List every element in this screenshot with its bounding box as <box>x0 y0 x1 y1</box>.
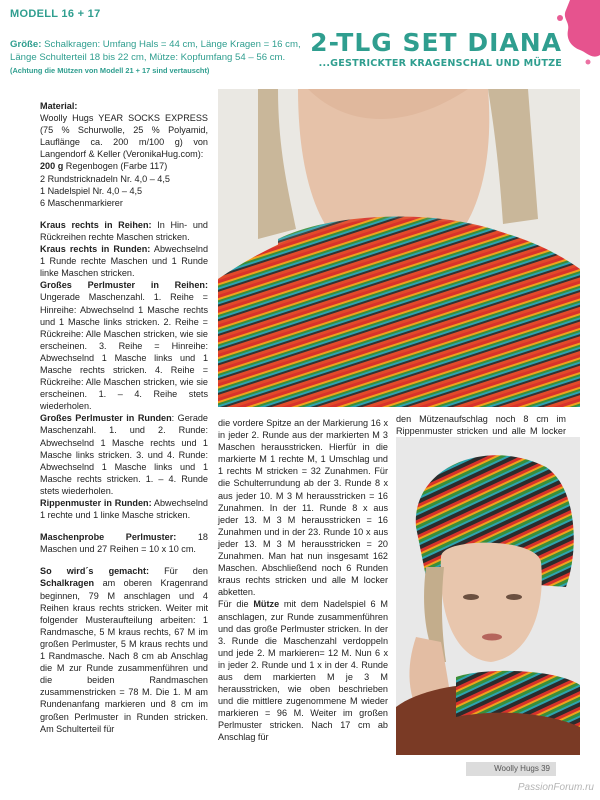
gemacht-text-1: Für den <box>149 566 208 577</box>
perl-runden-text: : Gerade Maschenzahl. 1. und 2. Runde: Abwechselnd 1 Masche rechts und 1 Masche links stricken. 3. und 4. Runde: Abwechselnd 1 Masche links und 1 Masche rechts stricken. 1. – 4. Runde stets wiederholen. <box>40 413 208 496</box>
column-2-text-1: die vordere Spitze an der Markierung 16 x in jeder 2. Runde aus der markierten M 3 Maschen herausstricken. Hierfür in die markierte M 1 rechte M, 1 Umschlag und 1 rechts M stricken = 32 Zunahmen. Für die Schulterrundung ab der 3. Runde 8 x aus jeder 10. M 3 M herausstricken = 16 Zunahmen. In der 11. Runde 8 x aus jeder 13. M 3 M herausstricken = 16 Zunahmen und in der 23. Runde 10 x aus jeder 13. M 3 M herausstricken = 20 Zunahmen. Man hat nun insgesamt 162 Maschen. Abschließend noch 6 Runden kraus rechts stricken und alle M locker abketten. <box>218 418 388 598</box>
needles-2: 1 Nadelspiel Nr. 4,0 – 4,5 <box>40 185 143 196</box>
page-title: 2-TLG SET DIANA <box>310 28 562 57</box>
page-subtitle: ...GESTRICKTER KRAGENSCHAL UND MÜTZE <box>318 58 562 69</box>
material-heading: Material: <box>40 101 78 111</box>
sizes-label: Größe: <box>10 39 42 50</box>
sizes-text: Schalkragen: Umfang Hals = 44 cm, Länge Kragen = 16 cm, Länge Schulterteil 18 bis 22 cm, Mütze: Kopfumfang 54 – 56 cm. <box>10 39 301 63</box>
hat-photo <box>396 437 580 755</box>
material-text: Woolly Hugs YEAR SOCKS EXPRESS (75 % Schurwolle, 25 % Polyamid, Lauflänge ca. 200 m/100 g) von Langendorf & Keller (VeronikaHug.com): <box>40 113 208 160</box>
footer-brand: Woolly Hugs <box>494 764 539 773</box>
rippen-label: Rippenmuster in Runden: <box>40 498 152 508</box>
kraus-reihen-label: Kraus rechts in Reihen: <box>40 219 152 230</box>
yarn-amount: 200 g <box>40 161 64 172</box>
page-footer <box>466 762 556 776</box>
perl-reihen-text: Ungerade Maschenzahl. 1. Reihe = Hinreihe: Abwechselnd 1 Masche rechts und 1 Masche links stricken. 2. Reihe = Rückreihe: Alle Maschen stricken, wie sie erscheinen. 3. Reihe = Hinreihe: Abwechselnd 1 Masche links und 1 Masche rechts stricken. 4. Reihe = Rückreihe: Alle Maschen stricken, wie sie erscheinen. 1. – 4. Reihe stets wiederholen. <box>40 292 208 412</box>
probe-label: Maschenprobe Perlmuster: <box>40 532 177 543</box>
instructions-column-1 <box>40 100 208 735</box>
kraus-runden-text: Abwechselnd 1 Runde rechte Maschen und 1 Runde linke Maschen stricken. <box>40 244 208 279</box>
kraus-runden-label: Kraus rechts in Runden: <box>40 244 151 255</box>
perl-reihen-label: Großes Perlmuster in Reihen: <box>40 280 208 291</box>
column-2-text-2b: mit dem Nadelspiel 6 M anschlagen, zur Runde zusammenführen und das große Perlmuster stricken. In der 3. Runde die Maschenzahl verdoppeln und jede 2. M markieren= 12 M. Nun 6 x in jeder 2. Runde und 1 x in der 4. Runde aus dem markierten M je 3 M herausstricken, wie oben beschrieben und die mittlere zugenommene M wieder markieren = 96 M. Weiter im großen Perlmuster stricken. Nach 17 cm ab Anschlag für <box>218 599 388 743</box>
column-3-text: den Mützenaufschlag noch 8 cm im Rippenmuster stricken und alle M locker <box>396 414 566 437</box>
schal-label: Schalkragen <box>40 578 95 589</box>
kraus-reihen-text: In Hin- und Rückreihen rechte Maschen stricken. <box>40 219 208 242</box>
probe-text: 18 Maschen und 27 Reihen = 10 x 10 cm. <box>40 532 208 555</box>
needles-1: 2 Rundstricknadeln Nr. 4,0 – 4,5 <box>40 173 170 184</box>
sizes-note: (Achtung die Mützen von Modell 21 + 17 sind vertauscht) <box>10 66 210 75</box>
muetze-label: Mütze <box>253 599 280 610</box>
gemacht-label: So wird´s gemacht: <box>40 566 149 577</box>
markers: 6 Maschenmarkierer <box>40 197 123 208</box>
yarn-color: Regenbogen (Farbe 117) <box>63 161 168 172</box>
page-number: 39 <box>541 764 550 773</box>
sizes-block <box>10 38 310 77</box>
model-number: MODELL 16 + 17 <box>10 8 101 20</box>
watermark: PassionForum.ru <box>517 782 594 793</box>
perl-runden-label: Großes Perlmuster in Runden <box>40 413 172 424</box>
scarf-photo <box>218 89 580 407</box>
instructions-column-2 <box>218 417 388 744</box>
gemacht-text-2: am oberen Kragenrand beginnen, 79 M anschlagen und 4 Reihen kraus rechts stricken. Weiter mit folgender Musteraufteilung arbeiten: 1 Randmasche, 5 M kraus rechts, 67 M im großen Perlmuster, 5 M kraus rechts und 1 Randmasche. Nach 8 cm ab Anschlag die M zur Runde zusammenführen und die beiden Randmaschen zusammenstricken = 78 M. Die 1. M am Rundenanfang markieren und 8 cm im großen Perlmuster in Runden stricken. Am Schulterteil für <box>40 578 208 734</box>
rippen-text: Abwechselnd 1 rechte und 1 linke Masche stricken. <box>40 498 208 521</box>
column-2-text-2a: Für die <box>218 599 254 610</box>
